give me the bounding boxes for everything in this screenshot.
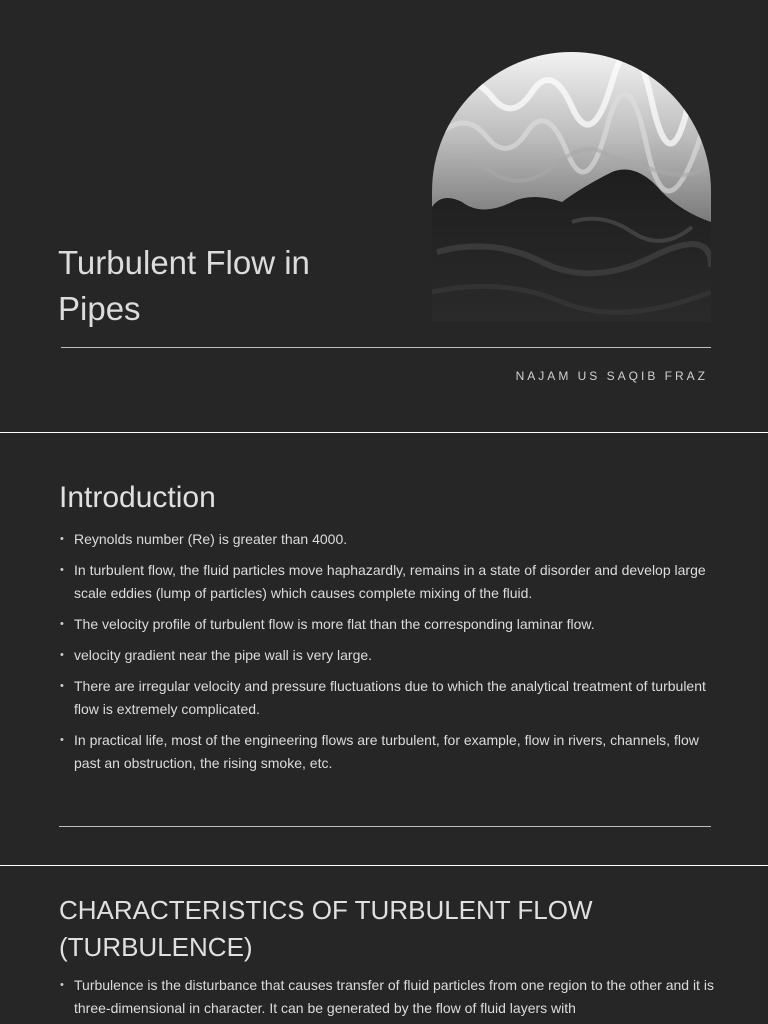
introduction-title: Introduction	[59, 481, 216, 514]
bullet-item	[59, 675, 714, 721]
bullet-text: In turbulent flow, the fluid particles move haphazardly, remains in a state of disorder and develop large scale eddies (lump of particles) which causes complete mixing of the fluid.	[74, 562, 706, 601]
introduction-divider	[59, 826, 711, 827]
bullet-item	[59, 974, 714, 1020]
bullet-item	[59, 559, 714, 605]
bullet-text: Turbulence is the disturbance that causes transfer of fluid particles from one region to the other and it is three-dimensional in character. It can be generated by the flow of fluid layers with	[74, 977, 714, 1016]
bullet-text: The velocity profile of turbulent flow is more flat than the corresponding laminar flow.	[74, 616, 595, 632]
presentation-title: Turbulent Flow in Pipes	[58, 244, 310, 327]
title-slide	[0, 0, 768, 432]
bullet-dot-icon: •	[60, 680, 64, 692]
bullet-text: There are irregular velocity and pressure fluctuations due to which the analytical treatment of turbulent flow is extremely complicated.	[74, 678, 706, 717]
bullet-dot-icon: •	[60, 734, 64, 746]
bullet-item	[59, 528, 714, 551]
title-divider	[61, 347, 711, 348]
bullet-dot-icon: •	[60, 649, 64, 661]
bullet-dot-icon: •	[60, 533, 64, 545]
turbulent-water-photo-icon	[432, 52, 711, 322]
bullet-dot-icon: •	[60, 979, 64, 991]
characteristics-title: CHARACTERISTICS OF TURBULENT FLOW (TURBULENCE)	[59, 895, 593, 962]
bullet-dot-icon: •	[60, 618, 64, 630]
bullet-item	[59, 644, 714, 667]
author-name: NAJAM US SAQIB FRAZ	[515, 369, 708, 383]
bullet-item	[59, 613, 714, 636]
bullet-text: velocity gradient near the pipe wall is very large.	[74, 647, 373, 663]
bullet-text: In practical life, most of the engineering flows are turbulent, for example, flow in rivers, channels, flow past an obstruction, the rising smoke, etc.	[74, 732, 699, 771]
bullet-item	[59, 729, 714, 775]
bullet-text: Reynolds number (Re) is greater than 4000.	[74, 531, 348, 547]
bullet-dot-icon: •	[60, 564, 64, 576]
introduction-slide	[0, 433, 768, 865]
turbulent-water-image	[432, 52, 711, 322]
introduction-bullet-list	[59, 528, 714, 783]
characteristics-slide	[0, 866, 768, 1024]
characteristics-bullet-list	[59, 974, 714, 1024]
